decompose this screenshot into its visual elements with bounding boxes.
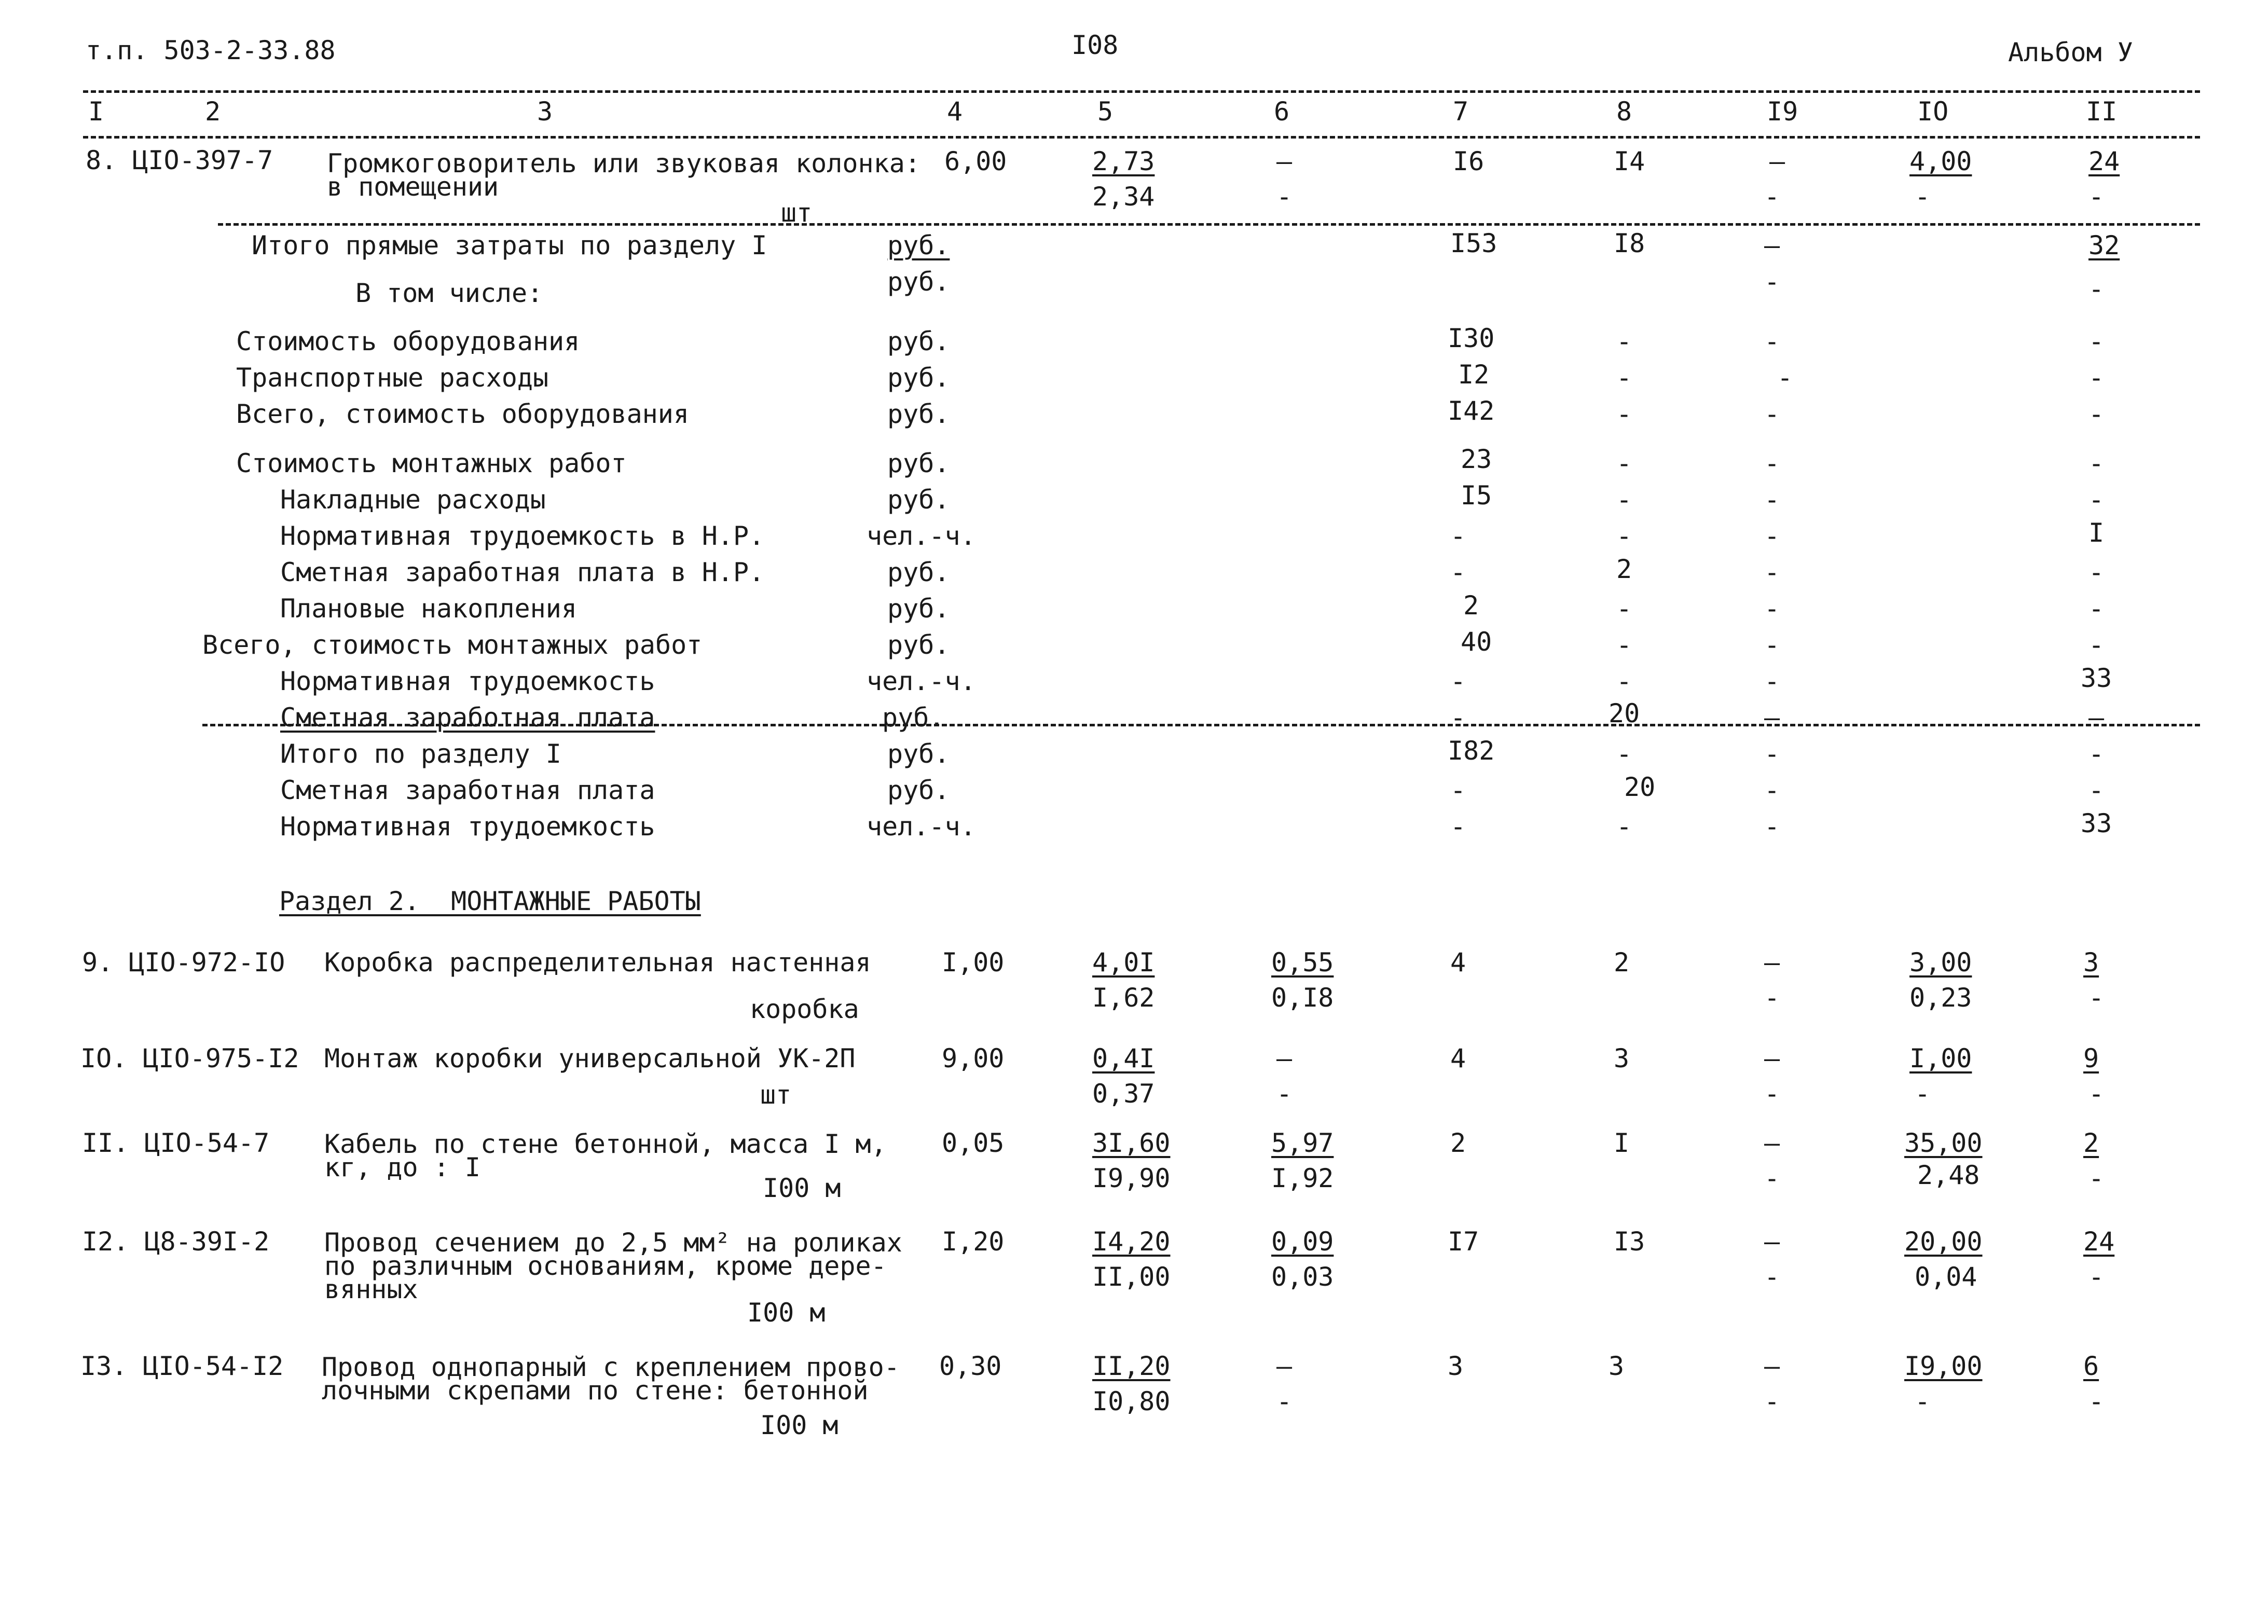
col8-value: - xyxy=(1616,739,1632,769)
col9-value: - xyxy=(1764,983,1780,1013)
col7-value: 2 xyxy=(1450,1128,1466,1158)
col7-value: - xyxy=(1450,703,1466,733)
unit-cost-total: 4,0I xyxy=(1092,947,1155,978)
col7-value: I5 xyxy=(1461,480,1492,511)
summary-label: Сметная заработная плата в Н.Р. xyxy=(280,557,765,587)
summary-unit: руб. xyxy=(887,557,950,587)
summary-label: Итого по разделу I xyxy=(280,739,561,769)
col11-value: – xyxy=(2088,703,2105,733)
summary-unit: руб. xyxy=(887,448,950,478)
col7-value: I82 xyxy=(1448,736,1495,766)
col10-value: 4,00 xyxy=(1909,146,1972,176)
column-number: I9 xyxy=(1767,97,1798,127)
col8-value: I xyxy=(1614,1128,1630,1158)
col6-value: 0,I8 xyxy=(1271,983,1334,1013)
col8-value: - xyxy=(1616,594,1632,624)
item-description: Монтаж коробки универсальной УК-2П xyxy=(324,1043,856,1074)
col7-value: - xyxy=(1450,557,1466,587)
col6-value: 5,97 xyxy=(1271,1128,1334,1158)
col8-value: 2 xyxy=(1616,554,1632,584)
col9-value: – xyxy=(1764,1128,1780,1158)
quantity: 0,05 xyxy=(942,1128,1005,1158)
col11-value: - xyxy=(2088,448,2105,478)
col9-value: - xyxy=(1777,363,1793,393)
column-number: 5 xyxy=(1097,97,1114,127)
col7-value: 2 xyxy=(1463,590,1479,621)
item-description: по различным основаниям, кроме дере- xyxy=(324,1251,887,1281)
col8-value: 3 xyxy=(1614,1043,1630,1074)
col10-value: I9,00 xyxy=(1904,1351,1983,1381)
section-divider xyxy=(202,724,2200,726)
unit-cost-wages: I9,90 xyxy=(1092,1163,1171,1193)
quantity: I,00 xyxy=(942,947,1005,978)
col11-value: - xyxy=(2088,326,2105,356)
col11-value: 3 xyxy=(2083,947,2099,978)
column-number: 3 xyxy=(537,97,553,127)
item-code: 9. ЦIO-972-IO xyxy=(82,947,285,978)
col11-value: 24 xyxy=(2088,146,2120,176)
col9-value: - xyxy=(1764,811,1780,842)
column-number: IO xyxy=(1917,97,1949,127)
quantity: 9,00 xyxy=(942,1043,1005,1074)
summary-label: Сметная заработная плата xyxy=(280,775,655,805)
col7-value: 4 xyxy=(1450,1043,1466,1074)
col6-value: I,92 xyxy=(1271,1163,1334,1193)
col8-value: - xyxy=(1616,485,1632,515)
unit-cost-wages: I0,80 xyxy=(1092,1386,1171,1416)
summary-label: Транспортные расходы xyxy=(236,363,549,393)
col6-value: - xyxy=(1276,182,1293,212)
col6-value: 0,55 xyxy=(1271,947,1334,978)
col10-value: - xyxy=(1915,1386,1931,1416)
summary-unit: руб. xyxy=(887,230,950,260)
col6-value: - xyxy=(1276,1079,1293,1109)
summary-unit: руб. xyxy=(887,399,950,429)
summary-unit: руб. xyxy=(887,775,950,805)
col11-value: 6 xyxy=(2083,1351,2099,1381)
column-number: 2 xyxy=(205,97,221,127)
col7-value: 3 xyxy=(1448,1351,1464,1381)
item-code: I3. ЦIO-54-I2 xyxy=(80,1351,284,1381)
section-title: Раздел 2. МОНТАЖНЫЕ РАБОТЫ xyxy=(279,886,701,916)
col11-value: - xyxy=(2088,1163,2105,1193)
col9-value: - xyxy=(1764,1163,1780,1193)
col8-value: 20 xyxy=(1624,772,1656,802)
col8-value: - xyxy=(1616,363,1632,393)
col10-value: 35,00 xyxy=(1904,1128,1983,1158)
col9-value: - xyxy=(1764,182,1780,212)
col6-value: 0,09 xyxy=(1271,1227,1334,1257)
col11-value: 9 xyxy=(2083,1043,2099,1074)
col8-value: - xyxy=(1616,521,1632,551)
col11-value: I xyxy=(2088,518,2105,548)
col6-value: – xyxy=(1276,1351,1293,1381)
col11-value: 32 xyxy=(2088,230,2120,260)
item-code: 8. ЦIO-397-7 xyxy=(86,145,273,175)
col9-value: - xyxy=(1764,739,1780,769)
col9-value: - xyxy=(1764,1079,1780,1109)
col9-value: – xyxy=(1764,703,1780,733)
col6-value: 0,03 xyxy=(1271,1262,1334,1292)
col9-value: – xyxy=(1764,1351,1780,1381)
item-code: I2. Ц8-39I-2 xyxy=(82,1227,270,1257)
col8-value: 2 xyxy=(1614,947,1630,978)
summary-unit: руб. xyxy=(887,594,950,624)
col11-value: - xyxy=(2088,1386,2105,1416)
col9-value: – xyxy=(1764,1227,1780,1257)
col10-value: I,00 xyxy=(1909,1043,1972,1074)
col10-value: 3,00 xyxy=(1909,947,1972,978)
column-number: II xyxy=(2086,97,2118,127)
col7-value: - xyxy=(1450,811,1466,842)
col9-value: - xyxy=(1764,594,1780,624)
item-description: Кабель по стене бетонной, масса I м, xyxy=(324,1129,887,1159)
col7-value: I2 xyxy=(1458,360,1490,390)
col11-value: - xyxy=(2088,983,2105,1013)
summary-label: Сметная заработная плата xyxy=(280,703,655,733)
col7-value: I6 xyxy=(1453,146,1484,176)
col9-value: - xyxy=(1764,399,1780,429)
summary-label: Всего, стоимость монтажных работ xyxy=(202,630,703,660)
col7-value: - xyxy=(1450,666,1466,696)
item-description: в помещении xyxy=(327,172,499,202)
col11-value: - xyxy=(2088,182,2105,212)
item-description: кг, до : I xyxy=(324,1152,481,1182)
col11-value: - xyxy=(2088,1262,2105,1292)
col7-value: I30 xyxy=(1448,323,1495,353)
col9-value: - xyxy=(1764,775,1780,805)
summary-label: Нормативная трудоемкость в Н.Р. xyxy=(280,521,765,551)
col11-value: - xyxy=(2088,739,2105,769)
quantity: I,20 xyxy=(942,1227,1005,1257)
section-divider xyxy=(218,223,2200,226)
col8-value: I3 xyxy=(1614,1227,1645,1257)
col11-value: 2 xyxy=(2083,1128,2099,1158)
summary-label: Нормативная трудоемкость xyxy=(280,811,655,842)
col6-value: - xyxy=(1276,1386,1293,1416)
unit-cost-total: I4,20 xyxy=(1092,1227,1171,1257)
col8-value: I4 xyxy=(1614,146,1645,176)
col10-value: 2,48 xyxy=(1917,1160,1980,1190)
item-unit: коробка xyxy=(750,994,859,1024)
summary-label: В том числе: xyxy=(355,278,543,308)
col9-value: - xyxy=(1764,267,1780,297)
col7-value: I53 xyxy=(1450,228,1497,258)
unit-cost-total: II,20 xyxy=(1092,1351,1171,1381)
column-number: 6 xyxy=(1274,97,1290,127)
album-label: Альбом У xyxy=(2008,37,2133,67)
col10-value: 20,00 xyxy=(1904,1227,1983,1257)
quantity: 0,30 xyxy=(939,1351,1002,1381)
col11-value: - xyxy=(2088,775,2105,805)
item-unit: I00 м xyxy=(763,1173,841,1203)
summary-label: Всего, стоимость оборудования xyxy=(236,399,689,429)
col8-value: 20 xyxy=(1609,698,1640,728)
item-unit: шт xyxy=(781,198,813,228)
unit-cost-wages: 2,34 xyxy=(1092,182,1155,212)
col11-value: - xyxy=(2088,274,2105,304)
item-description: Провод однопарный с креплением прово- xyxy=(322,1352,900,1382)
col8-value: - xyxy=(1616,448,1632,478)
col7-value: 23 xyxy=(1461,444,1492,474)
unit-cost-wages: II,00 xyxy=(1092,1262,1171,1292)
summary-unit: руб. xyxy=(887,326,950,356)
summary-unit: чел.-ч. xyxy=(867,811,976,842)
summary-unit: руб. xyxy=(882,703,945,733)
col10-value: - xyxy=(1915,182,1931,212)
col11-value: - xyxy=(2088,399,2105,429)
unit-cost-wages: 0,37 xyxy=(1092,1079,1155,1109)
col8-value: - xyxy=(1616,811,1632,842)
col11-value: - xyxy=(2088,557,2105,587)
col7-value: 40 xyxy=(1461,627,1492,657)
col10-value: 0,04 xyxy=(1915,1262,1977,1292)
col9-value: - xyxy=(1764,666,1780,696)
col8-value: 3 xyxy=(1609,1351,1625,1381)
item-code: IO. ЦIO-975-I2 xyxy=(80,1043,299,1074)
item-description: вянных xyxy=(324,1274,418,1304)
col11-value: 33 xyxy=(2081,808,2112,838)
item-unit: I00 м xyxy=(747,1298,826,1328)
unit-cost-total: 2,73 xyxy=(1092,146,1155,176)
col9-value: - xyxy=(1764,630,1780,660)
col9-value: - xyxy=(1764,448,1780,478)
col9-value: - xyxy=(1764,521,1780,551)
summary-label: Плановые накопления xyxy=(280,594,577,624)
summary-unit: руб. xyxy=(887,267,950,297)
col8-value: - xyxy=(1616,630,1632,660)
col7-value: I7 xyxy=(1448,1227,1479,1257)
col11-value: - xyxy=(2088,630,2105,660)
summary-unit: руб. xyxy=(887,485,950,515)
col9-value: - xyxy=(1764,1386,1780,1416)
column-number: 7 xyxy=(1453,97,1469,127)
col6-value: – xyxy=(1276,146,1293,176)
col11-value: - xyxy=(2088,485,2105,515)
column-number: 8 xyxy=(1616,97,1632,127)
col6-value: – xyxy=(1276,1043,1293,1074)
summary-unit: руб. xyxy=(887,630,950,660)
unit-cost-total: 3I,60 xyxy=(1092,1128,1171,1158)
header-bottom-rule xyxy=(83,136,2200,139)
col9-value: – xyxy=(1764,230,1780,260)
col9-value: - xyxy=(1764,326,1780,356)
col8-value: - xyxy=(1616,666,1632,696)
summary-unit: руб. xyxy=(887,739,950,769)
col9-value: – xyxy=(1764,1043,1780,1074)
col11-value: - xyxy=(2088,1079,2105,1109)
summary-unit: чел.-ч. xyxy=(867,521,976,551)
column-number: I xyxy=(88,97,104,127)
col11-value: - xyxy=(2088,594,2105,624)
col11-value: - xyxy=(2088,363,2105,393)
item-description: лочными скрепами по стене: бетонной xyxy=(322,1375,869,1406)
col8-value: I8 xyxy=(1614,228,1645,258)
col7-value: 4 xyxy=(1450,947,1466,978)
col9-value: - xyxy=(1764,485,1780,515)
item-code: II. ЦIO-54-7 xyxy=(82,1128,270,1158)
unit-cost-wages: I,62 xyxy=(1092,983,1155,1013)
col9-value: - xyxy=(1764,557,1780,587)
col10-value: - xyxy=(1915,1079,1931,1109)
summary-unit: руб. xyxy=(887,363,950,393)
item-description: Коробка распределительная настенная xyxy=(324,947,871,978)
col9-value: – xyxy=(1764,947,1780,978)
col8-value: - xyxy=(1616,326,1632,356)
summary-unit: чел.-ч. xyxy=(867,666,976,696)
col7-value: - xyxy=(1450,521,1466,551)
unit-cost-total: 0,4I xyxy=(1092,1043,1155,1074)
col7-value: I42 xyxy=(1448,396,1495,426)
column-number: 4 xyxy=(947,97,963,127)
header-top-rule xyxy=(83,90,2200,93)
summary-label: Нормативная трудоемкость xyxy=(280,666,655,696)
col11-value: 24 xyxy=(2083,1227,2115,1257)
summary-label: Итого прямые затраты по разделу I xyxy=(252,230,767,260)
item-unit: шт xyxy=(760,1080,792,1110)
col9-value: – xyxy=(1769,146,1785,176)
item-description: Провод сечением до 2,5 мм² на роликах xyxy=(324,1228,902,1258)
quantity: 6,00 xyxy=(944,146,1007,176)
col7-value: - xyxy=(1450,775,1466,805)
item-description: Громкоговоритель или звуковая колонка: xyxy=(327,148,920,178)
col10-value: 0,23 xyxy=(1909,983,1972,1013)
col8-value: - xyxy=(1616,399,1632,429)
summary-label: Стоимость оборудования xyxy=(236,326,580,356)
summary-label: Накладные расходы xyxy=(280,485,546,515)
summary-label: Стоимость монтажных работ xyxy=(236,448,627,478)
col11-value: 33 xyxy=(2081,663,2112,693)
col9-value: - xyxy=(1764,1262,1780,1292)
document-code: т.п. 503-2-33.88 xyxy=(86,35,336,65)
item-unit: I00 м xyxy=(760,1410,839,1440)
page-number: I08 xyxy=(1071,30,1119,60)
